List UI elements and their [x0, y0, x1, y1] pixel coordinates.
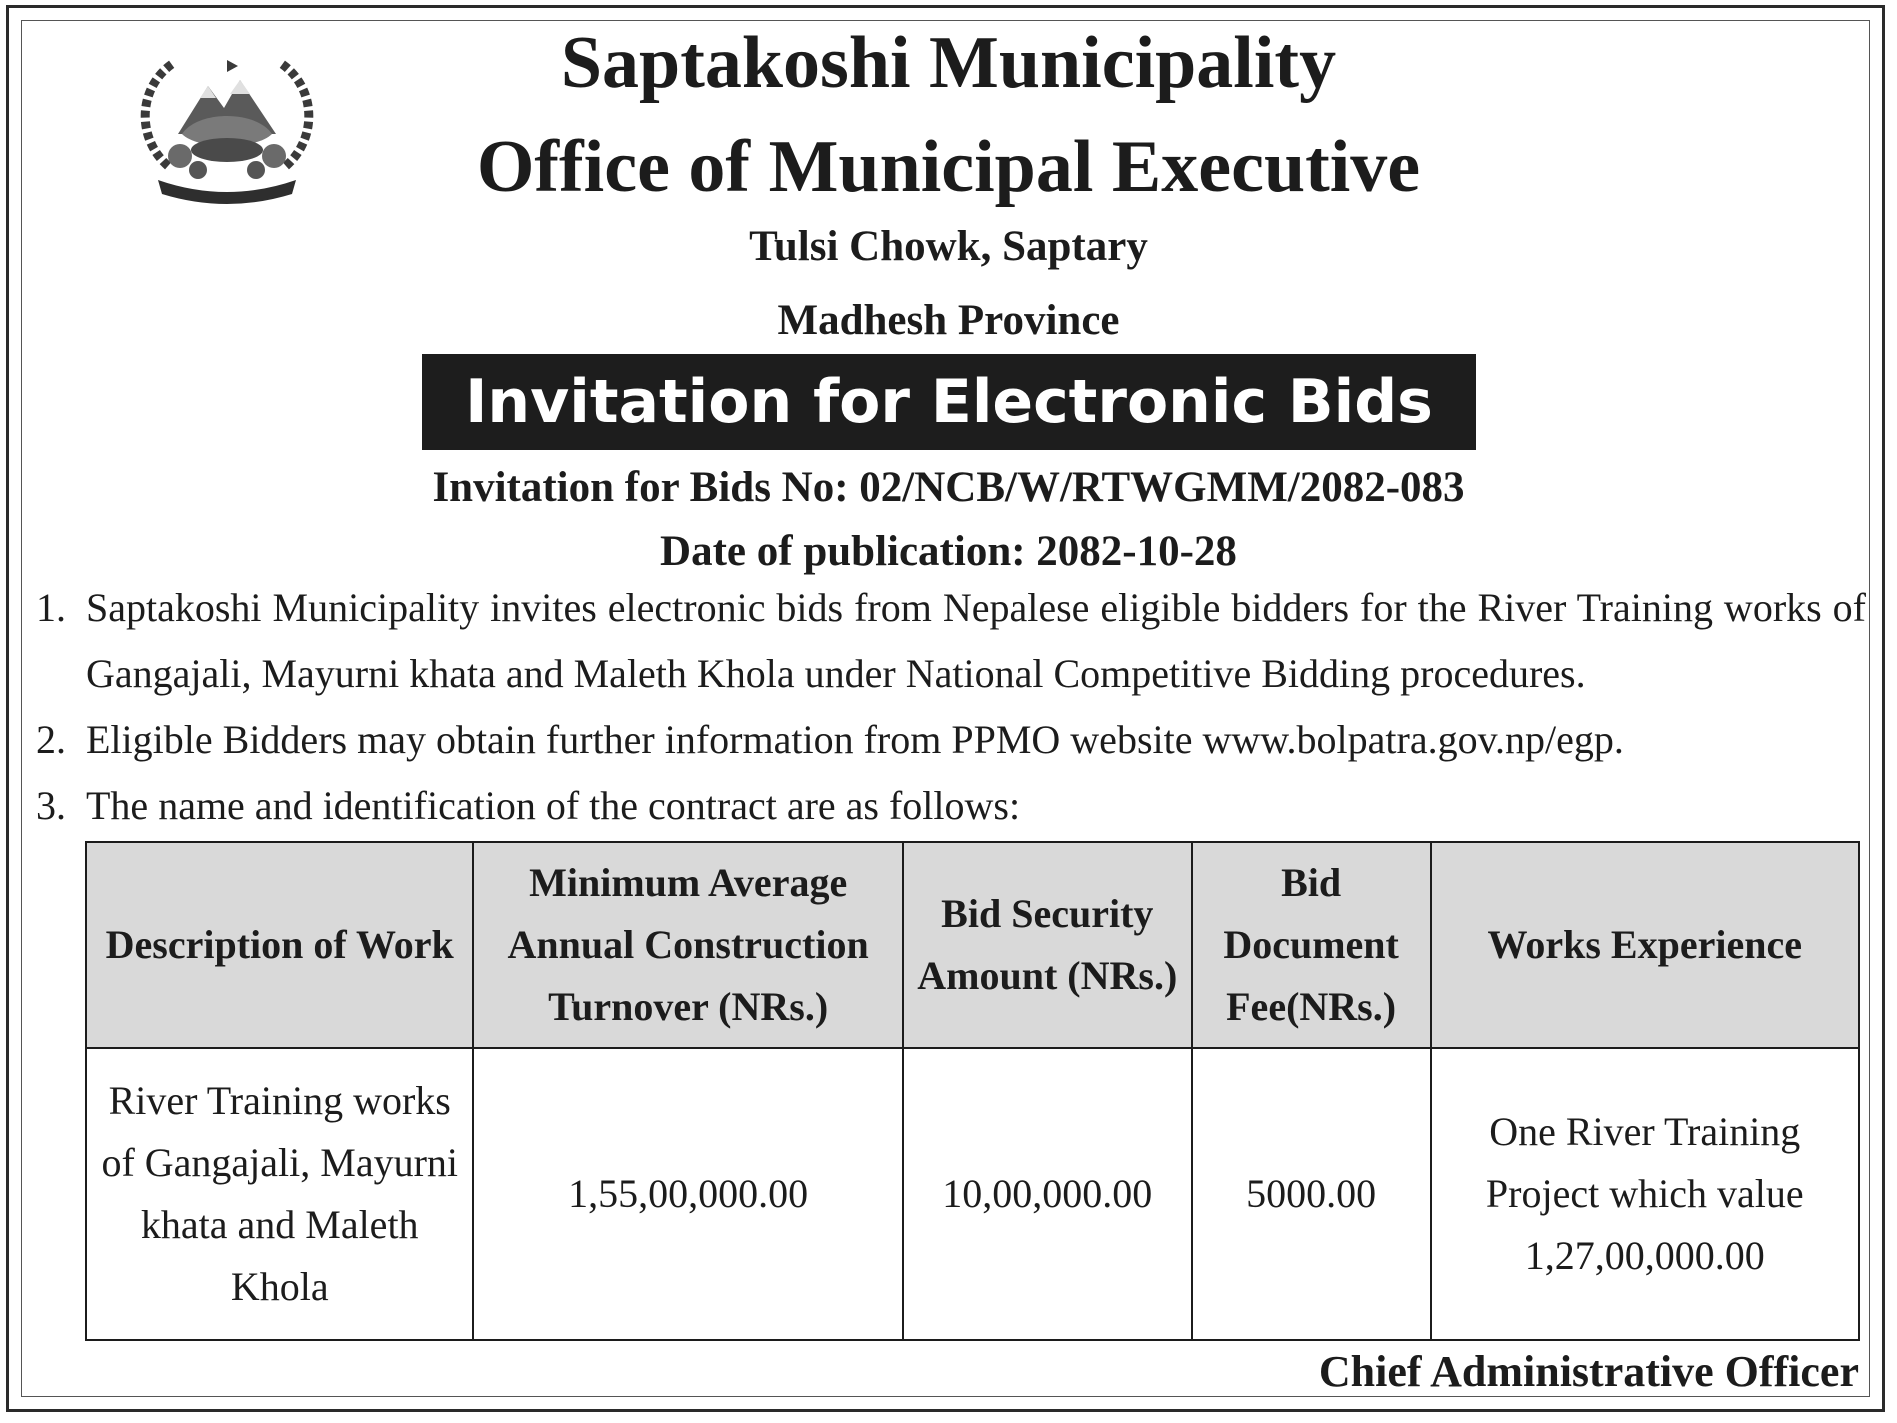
cell-document-fee: 5000.00	[1192, 1048, 1431, 1340]
publication-date: Date of publication: 2082-10-28	[660, 528, 1237, 575]
paragraph-text: The name and identification of the contract are as follows:	[86, 783, 1021, 828]
province: Madhesh Province	[777, 297, 1120, 344]
table-row	[86, 1048, 1859, 1340]
paragraph-3	[36, 773, 1866, 839]
cell-bid-security: 10,00,000.00	[903, 1048, 1192, 1340]
bid-number: Invitation for Bids No: 02/NCB/W/RTWGMM/2082-083	[432, 464, 1465, 511]
header-description: Description of Work	[86, 842, 473, 1048]
cell-description: River Training works of Gangajali, Mayurni khata and Maleth Khola	[86, 1048, 473, 1340]
paragraph-1	[36, 575, 1866, 707]
header-document-fee: Bid Document Fee(NRs.)	[1192, 842, 1431, 1048]
header-bid-security: Bid Security Amount (NRs.)	[903, 842, 1192, 1048]
cell-turnover: 1,55,00,000.00	[473, 1048, 902, 1340]
signature: Chief Administrative Officer	[1318, 1347, 1859, 1396]
table-header-row	[86, 842, 1859, 1048]
contract-table	[85, 841, 1860, 1341]
cell-experience: One River Training Project which value 1,27,00,000.00	[1431, 1048, 1859, 1340]
paragraph-number: 3.	[36, 783, 66, 828]
org-name: Saptakoshi Municipality	[560, 22, 1337, 104]
paragraph-text: Eligible Bidders may obtain further information from PPMO website www.bolpatra.gov.np/egp.	[86, 717, 1624, 762]
header-experience: Works Experience	[1431, 842, 1859, 1048]
notice-banner: Invitation for Electronic Bids	[422, 354, 1476, 450]
paragraph-2	[36, 707, 1866, 773]
paragraph-text: Saptakoshi Municipality invites electronic bids from Nepalese eligible bidders for the River Training works of Gangajali, Mayurni khata and Maleth Khola under National Competitive Bidding procedures.	[86, 585, 1866, 696]
header-turnover: Minimum Average Annual Construction Turnover (NRs.)	[473, 842, 902, 1048]
address: Tulsi Chowk, Saptary	[749, 223, 1148, 270]
paragraph-number: 1.	[36, 585, 66, 630]
paragraph-number: 2.	[36, 717, 66, 762]
office-name: Office of Municipal Executive	[476, 126, 1421, 208]
